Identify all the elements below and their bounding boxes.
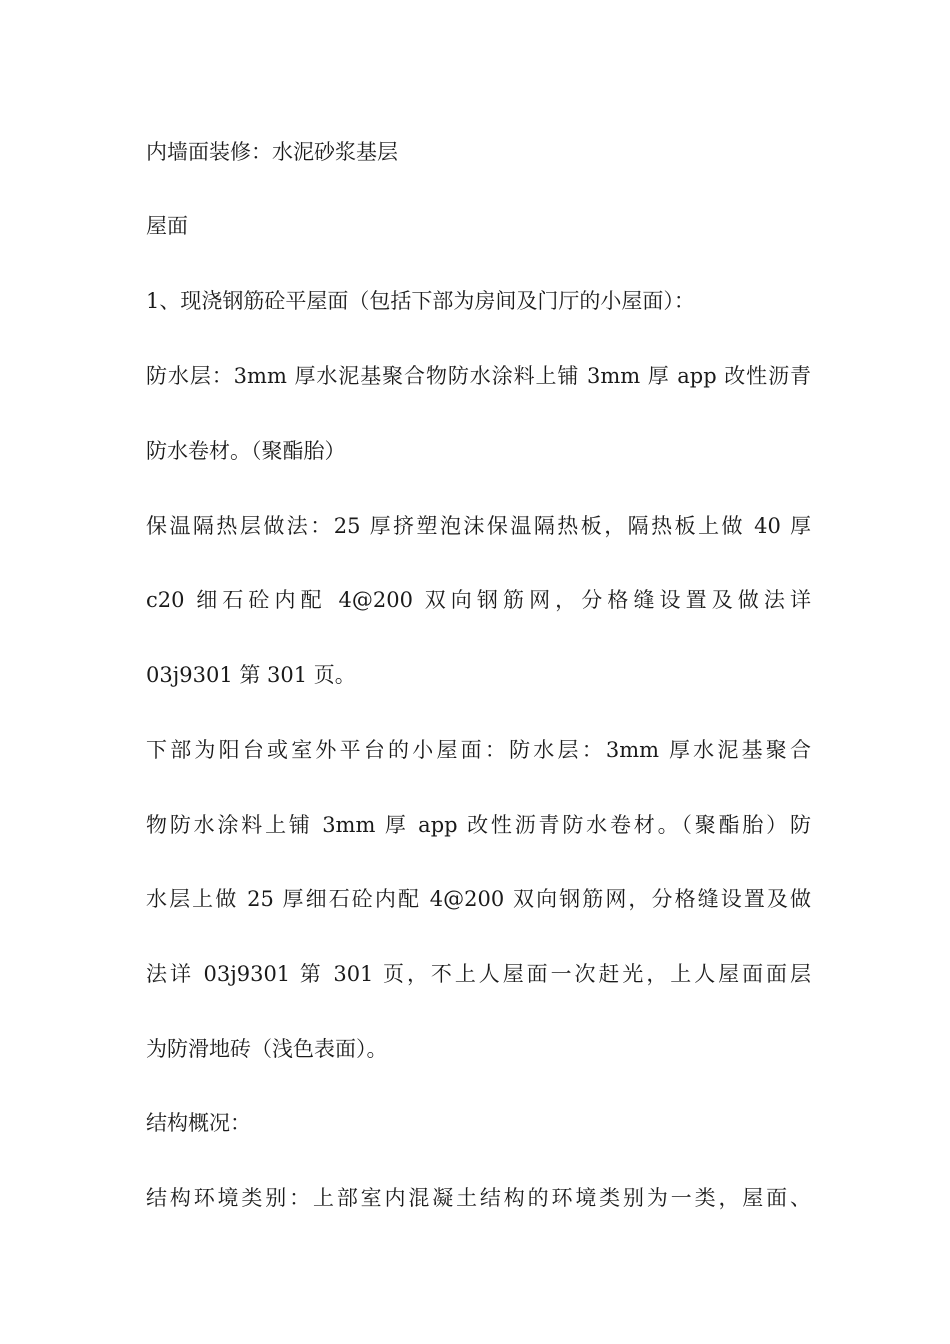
text-line: 内墙面装修：水泥砂浆基层 bbox=[146, 140, 398, 164]
text-line: 为防滑地砖（浅色表面）。 bbox=[146, 1037, 388, 1061]
section-heading: 结构概况： bbox=[146, 1111, 251, 1135]
text-line: 防水卷材。（聚酯胎） bbox=[146, 439, 346, 463]
text-line: 下部为阳台或室外平台的小屋面：防水层：3mm 厚水泥基聚合 bbox=[146, 738, 811, 762]
text-line: c20 细石砼内配 4@200 双向钢筋网，分格缝设置及做法详 bbox=[146, 588, 811, 612]
text-line: 法详 03j9301 第 301 页，不上人屋面一次赶光，上人屋面面层 bbox=[146, 962, 811, 986]
text-line: 物防水涂料上铺 3mm 厚 app 改性沥青防水卷材。（聚酯胎）防 bbox=[146, 813, 811, 837]
section-heading: 屋面 bbox=[146, 214, 188, 238]
text-line: 1、现浇钢筋砼平屋面（包括下部为房间及门厅的小屋面）： bbox=[146, 289, 695, 313]
text-line: 结构环境类别：上部室内混凝土结构的环境类别为一类，屋面、 bbox=[146, 1186, 811, 1210]
text-line: 03j9301 第 301 页。 bbox=[146, 663, 356, 687]
text-line: 防水层：3mm 厚水泥基聚合物防水涂料上铺 3mm 厚 app 改性沥青 bbox=[146, 364, 811, 388]
text-line: 保温隔热层做法：25 厚挤塑泡沫保温隔热板，隔热板上做 40 厚 bbox=[146, 514, 811, 538]
text-line: 水层上做 25 厚细石砼内配 4@200 双向钢筋网，分格缝设置及做 bbox=[146, 887, 811, 911]
